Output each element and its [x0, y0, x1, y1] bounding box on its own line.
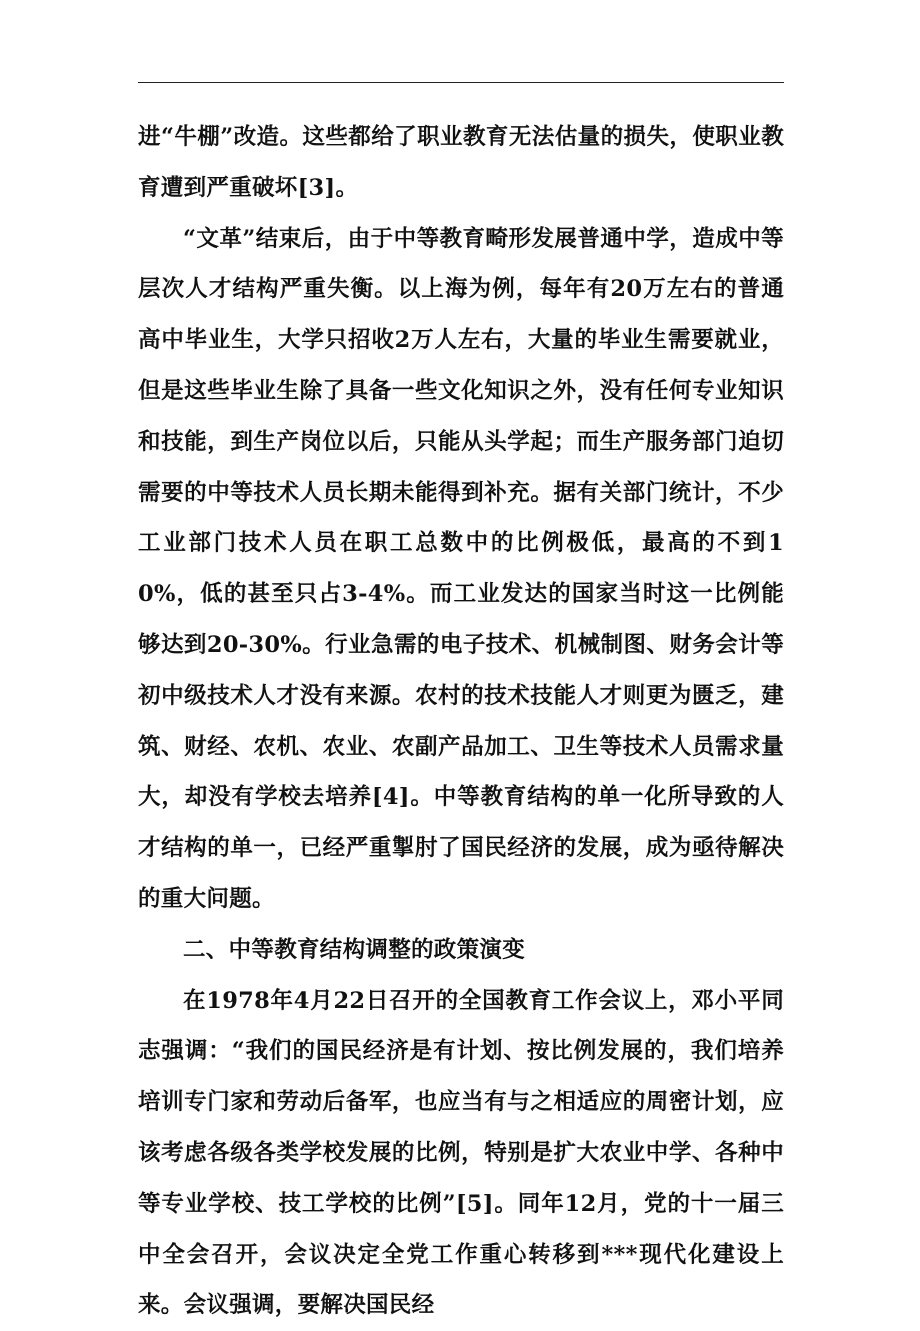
header-rule — [138, 82, 784, 83]
paragraph-1978-conference: 在1978年4月22日召开的全国教育工作会议上，邓小平同志强调：“我们的国民经济是有计划、按比例发展的，我们培养培训专门家和劳动后备军，也应当有与之相适应的周密计划，应该考虑各级各类学校发展的比例，特别是扩大农业中学、各种中等专业学校、技工学校的比例”[5]。同年12月，党的十一届三中全会召开，会议决定全党工作重心转移到***现代化建设上来。会议强调，要解决国民经 — [138, 987, 784, 1319]
paragraph-continuation: 进“牛棚”改造。这些都给了职业教育无法估量的损失，使职业教育遭到严重破坏[3]。 — [138, 124, 784, 201]
section-heading: 二、中等教育结构调整的政策演变 — [183, 936, 526, 963]
document-body — [138, 112, 784, 1331]
paragraph-after-cultural-revolution: “文革”结束后，由于中等教育畸形发展普通中学，造成中等层次人才结构严重失衡。以上海为例，每年有20万左右的普通高中毕业生，大学只招收2万人左右，大量的毕业生需要就业，但是这些毕业生除了具备一些文化知识之外，没有任何专业知识和技能，到生产岗位以后，只能从头学起；而生产服务部门迫切需要的中等技术人员长期未能得到补充。据有关部门统计，不少工业部门技术人员在职工总数中的比例极低，最高的不到10%，低的甚至只占3-4%。而工业发达的国家当时这一比例能够达到20-30%。行业急需的电子技术、机械制图、财务会计等初中级技术人才没有来源。农村的技术技能人才则更为匮乏，建筑、财经、农机、农业、农副产品加工、卫生等技术人员需求量大，却没有学校去培养[4]。中等教育结构的单一化所导致的人才结构的单一，已经严重掣肘了国民经济的发展，成为亟待解决的重大问题。 — [138, 225, 784, 912]
